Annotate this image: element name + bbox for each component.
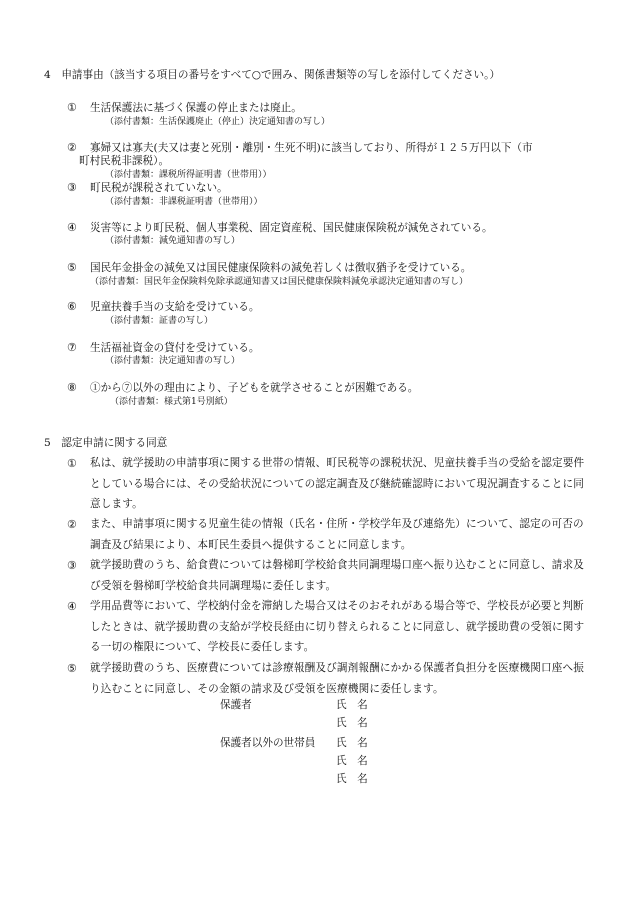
item4-7-number: ⑦ (67, 341, 77, 354)
consent-1-number: ① (67, 457, 77, 470)
consent-4-text: 学用品費等において、学校納付金を滞納した場合又はそのおそれがある場合等で、学校長が必要と判断したときは、就学援助費の支給が学校長経由に切り替えられることに同意し、就学援助費の受領に関する一切の権限について、学校長に委任します。 (90, 600, 585, 653)
item4-7-text: 生活福祉資金の貸付を受けている。 (90, 342, 260, 354)
item4-4-number: ④ (67, 221, 77, 234)
item4-2-number: ② (67, 141, 77, 154)
guardian-name-label: 氏 名 (336, 699, 368, 711)
item4-6-text: 児童扶養手当の支給を受けている。 (90, 301, 260, 313)
item4-5-text: 国民年金掛金の減免又は国民健康保険料の減免若しくは徴収猶予を受けている。 (90, 262, 472, 274)
consent-3-text: 就学援助費のうち、給食費については磐梯町学校給食共同調理場口座へ振り込むことに同意し、請求及び受領を磐梯町学校給食共同調理場に委任します。 (90, 559, 584, 592)
item4-5-note: （添付書類：国民年金保険料免除承認通知書又は国民健康保険料減免承認決定通知書の写し） (90, 277, 469, 287)
item4-7-note: （添付書類：決定通知書の写し） (105, 356, 241, 366)
item4-1-text: 生活保護法に基づく保護の停止または廃止。 (90, 102, 302, 114)
guardian-name-label-2: 氏 名 (336, 717, 368, 729)
item4-3-number: ③ (67, 181, 77, 194)
item4-1-note: （添付書類：生活保護廃止（停止）決定通知書の写し） (105, 117, 331, 127)
item4-4-note: （添付書類：減免通知書の写し） (105, 236, 241, 246)
consent-5-number: ⑤ (67, 662, 77, 675)
item4-1-number: ① (67, 101, 77, 114)
consent-5-text: 就学援助費のうち、医療費については診療報酬及び調剤報酬にかかる保護者負担分を医療機関口座へ振り込むことに同意し、その金額の請求及び受領を医療機関に委任します。 (90, 662, 584, 695)
guardian-label: 保護者 (220, 699, 252, 711)
other-member-name-label-1: 氏 名 (336, 737, 368, 749)
section4-heading: 4 申請事由（該当する項目の番号をすべて○で囲み、関係書類等の写しを添付してください。） (44, 69, 501, 81)
other-member-label: 保護者以外の世帯員 (220, 737, 316, 749)
consent-4-number: ④ (67, 600, 77, 613)
item4-2-note: （添付書類：課税所得証明書（世帯用）） (105, 170, 272, 180)
other-member-name-label-2: 氏 名 (336, 755, 368, 767)
consent-2-number: ② (67, 518, 77, 531)
item4-2-text-cont: 町村民税非課税）。 (79, 155, 170, 167)
consent-2-text: また、申請事項に関する児童生徒の情報（氏名・住所・学校学年及び連絡先）について、認定の可否の調査及び結果により、本町民生委員へ提供することに同意します。 (90, 518, 584, 551)
item4-2-text: 寡婦又は寡夫(夫又は妻と死別・離別・生死不明)に該当しており、所得が１２５万円以下（市 (90, 142, 533, 154)
item4-3-note: （添付書類：非課税証明書（世帯用）） (105, 197, 263, 207)
item4-8-number: ⑧ (67, 381, 77, 394)
section5-heading: 5 認定申請に関する同意 (44, 437, 168, 449)
item4-6-note: （添付書類：証書の写し） (105, 316, 214, 326)
item4-6-number: ⑥ (67, 300, 77, 313)
item4-3-text: 町民税が課税されていない。 (90, 182, 228, 194)
consent-3-number: ③ (67, 559, 77, 572)
item4-8-text: ①から⑦以外の理由により、子どもを就学させることが困難である。 (90, 382, 419, 394)
item4-4-text: 災害等により町民税、個人事業税、固定資産税、国民健康保険税が減免されている。 (90, 222, 493, 234)
consent-1-text: 私は、就学援助の申請事項に関する世帯の情報、町民税等の課税状況、児童扶養手当の受給を認定要件としている場合には、その受給状況についての認定調査及び継続確認時において現況調査することに同意します。 (90, 457, 585, 510)
other-member-name-label-3: 氏 名 (336, 773, 368, 785)
item4-5-number: ⑤ (67, 261, 77, 274)
item4-8-note: （添付書類：様式第1号別紙） (110, 397, 233, 407)
